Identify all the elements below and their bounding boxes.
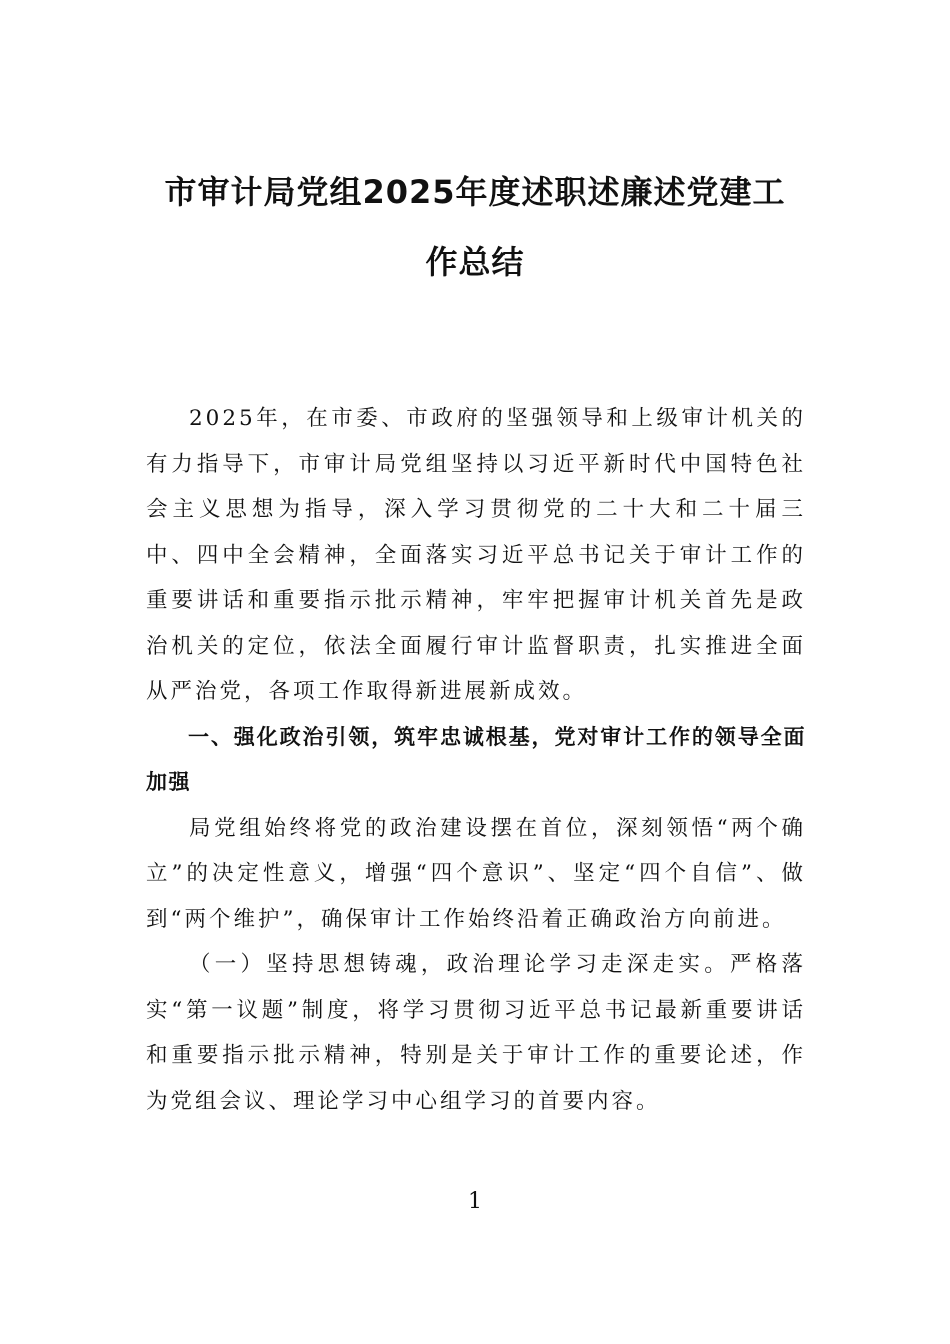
subsection-1-paragraph bbox=[146, 942, 806, 1124]
intro-paragraph: 2025年，在市委、市政府的坚强领导和上级审计机关的有力指导下，市审计局党组坚持以习近平新时代中国特色社会主义思想为指导，深入学习贯彻党的二十大和二十届三中、四中全会精神，全面落实习近平总书记关于审计工作的重要讲话和重要指示批示精神，牢牢把握审计机关首先是政治机关的定位，依法全面履行审计监督职责，扎实推进全面从严治党，各项工作取得新进展新成效。 bbox=[146, 406, 806, 704]
subsection-1-label: （一）坚持思想铸魂，政治理论学习走深走实。 bbox=[189, 952, 730, 977]
document-title-line-1: 市审计局党组2025年度述职述廉述党建工 bbox=[164, 173, 786, 211]
section-1-heading: 一、强化政治引领，筑牢忠诚根基，党对审计工作的领导全面加强 bbox=[146, 724, 806, 794]
document-body bbox=[146, 396, 806, 1124]
document-title-line-2: 作总结 bbox=[425, 243, 525, 281]
page-number: 1 bbox=[468, 1189, 482, 1214]
subsection-1-text: 严格落实“第一议题”制度，将学习贯彻习近平总书记最新重要讲话和重要指示批示精神，特别是关于审计工作的重要论述，作为党组会议、理论学习中心组学习的首要内容。 bbox=[146, 952, 806, 1114]
section-1-paragraph: 局党组始终将党的政治建设摆在首位，深刻领悟“两个确立”的决定性意义，增强“四个意识”、坚定“四个自信”、做到“两个维护”，确保审计工作始终沿着正确政治方向前进。 bbox=[146, 815, 806, 932]
